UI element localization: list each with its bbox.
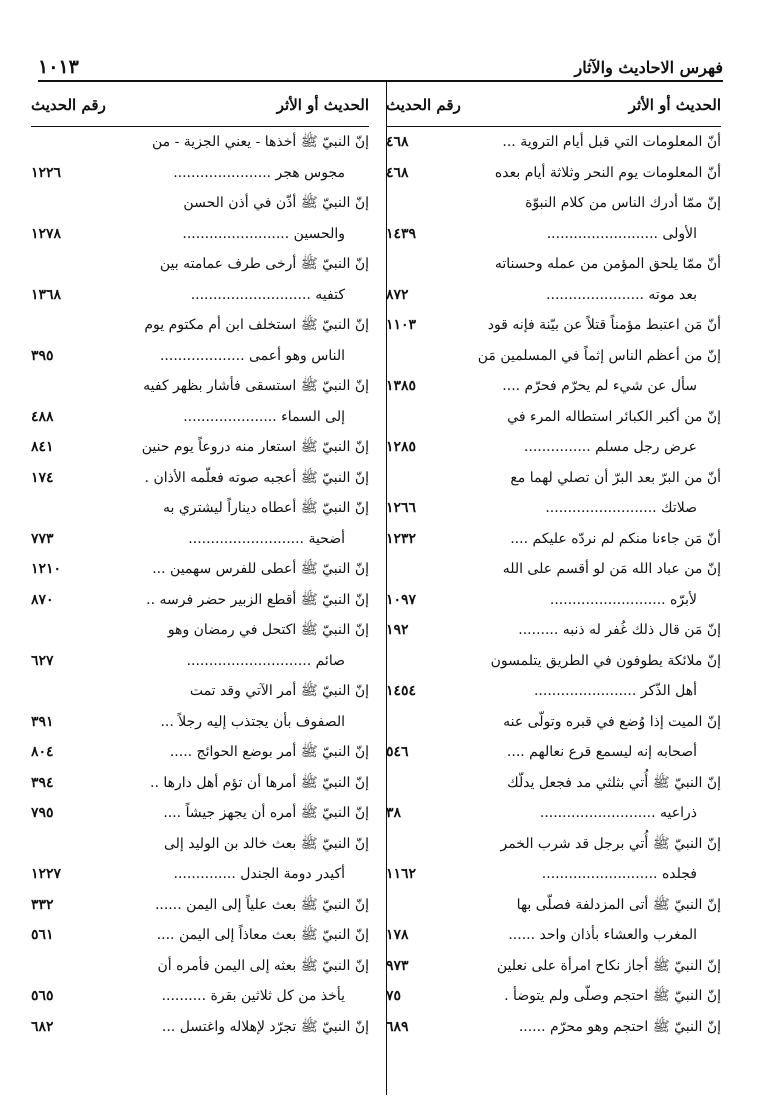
- index-line: [31, 646, 369, 677]
- left-column: [31, 80, 375, 1042]
- hadith-number: ٤٦٨: [386, 134, 409, 150]
- hadith-number: ٩٧٣: [386, 957, 409, 974]
- entry-text: إنّ النبيّ ﷺ أعطى للفرس سهمين ...: [152, 561, 369, 577]
- entry-text: إنّ النبيّ ﷺ أقطع الزبير حضر فرسه ..: [146, 591, 369, 608]
- index-line: [31, 127, 369, 158]
- hadith-number: ١٢٧٨: [31, 225, 62, 242]
- index-line: [386, 524, 721, 555]
- index-line: [386, 280, 721, 311]
- entry-text: إنّ النبيّ ﷺ أمرها أن تؤم أهل دارها ..: [150, 774, 369, 791]
- hadith-number: ٤٦٨: [386, 164, 409, 181]
- index-line: [31, 371, 369, 402]
- entry-text: إنّ النبيّ ﷺ استعار منه دروعاً يوم حنين: [141, 439, 369, 455]
- entry-text: كتفيه ...........................: [190, 286, 345, 303]
- index-line: [386, 127, 721, 158]
- hadith-number: ١٠٩٧: [386, 591, 417, 608]
- index-line: [31, 859, 369, 890]
- entry-text: إنّ النبيّ ﷺ احتجم وصلّى ولم يتوضأ .: [504, 988, 721, 1004]
- index-line: [386, 249, 721, 280]
- index-line: [386, 341, 721, 372]
- index-line: [31, 951, 369, 982]
- entry-text: ذراعيه ..........................: [539, 805, 697, 821]
- entry-text: أنّ مَن اعتبط مؤمناً قتلاً عن بيّنة فإنه قود: [487, 317, 721, 333]
- entry-text: والحسين ........................: [182, 225, 345, 242]
- entry-text: أنّ المعلومات يوم النحر وثلاثة أيام بعده: [494, 164, 721, 181]
- entry-text: إنّ من أكبر الكبائر استطاله المرء في: [507, 408, 721, 425]
- entry-text: إنّ النبيّ ﷺ أخذها - يعني الجزية - من: [152, 134, 369, 150]
- hadith-number: ٧٥: [386, 988, 402, 1004]
- index-line: [31, 676, 369, 707]
- hadith-number: ١٢٦٦: [386, 500, 417, 516]
- entry-text: أنّ ممّا يلحق المؤمن من عمله وحسناته: [494, 256, 721, 272]
- index-line: [386, 432, 721, 463]
- entry-text: صلاتك .........................: [545, 500, 697, 516]
- entry-text: إنّ النبيّ ﷺ أذّن في أذن الحسن: [183, 195, 369, 211]
- hadith-number: ١٢٢٧: [31, 866, 62, 882]
- entry-text: سأل عن شيء لم يحرّم فحرّم ....: [502, 378, 697, 394]
- index-line: [31, 188, 369, 219]
- entry-text: إنّ من أعظم الناس إثماً في المسلمين مَن: [477, 347, 721, 364]
- index-line: [386, 737, 721, 768]
- hadith-number: ٣٩١: [31, 713, 54, 730]
- index-line: [386, 188, 721, 219]
- entry-text: عرض رجل مسلم ...............: [523, 439, 697, 455]
- hadith-number: ٦٢٧: [31, 652, 54, 669]
- index-line: [31, 920, 369, 951]
- index-line: [31, 249, 369, 280]
- right-entry-list: [386, 127, 721, 1042]
- entry-text: إنّ النبيّ ﷺ بعث خالد بن الوليد إلى: [163, 835, 369, 852]
- index-line: [31, 219, 369, 250]
- entry-text: إنّ النبيّ ﷺ أعجبه صوته فعلّمه الأذان .: [144, 469, 369, 486]
- index-line: [386, 615, 721, 646]
- entry-text: أكيدر دومة الجندل ..............: [173, 866, 345, 882]
- entry-text: أضحية ..........................: [188, 530, 345, 547]
- entry-text: المغرب والعشاء بأذان واحد ......: [508, 927, 697, 943]
- hadith-number: ٣٨: [386, 805, 402, 821]
- index-line: [31, 1012, 369, 1043]
- entry-text: إنّ ممّا أدرك الناس من كلام النبوّة: [525, 195, 721, 211]
- running-title: فهرس الاحاديث والآثار: [574, 58, 723, 77]
- index-line: [386, 493, 721, 524]
- hadith-number: ١٩٢: [386, 622, 409, 638]
- entry-text: إنّ النبيّ ﷺ أُتي برجل قد شرب الخمر: [500, 835, 721, 852]
- entry-text: أنّ من البرّ بعد البرّ أن تصلي لهما مع: [510, 469, 721, 486]
- index-line: [31, 981, 369, 1012]
- index-line: [31, 463, 369, 494]
- hadith-number: ٥٦٥: [31, 988, 54, 1004]
- hadith-number: ٨٠٤: [31, 744, 54, 760]
- index-line: [386, 981, 721, 1012]
- index-line: [31, 402, 369, 433]
- hadith-number: ١٢٣٢: [386, 530, 417, 547]
- entry-text: أنّ المعلومات التي قبل أيام التروية ...: [502, 134, 721, 150]
- index-line: [31, 829, 369, 860]
- entry-text: إنّ النبيّ ﷺ أرخى طرف عمامته بين: [159, 256, 369, 272]
- hadith-number: ٥٦١: [31, 927, 54, 943]
- hadith-number: ١٣٦٨: [31, 286, 62, 303]
- index-line: [386, 158, 721, 189]
- heading-number: رقم الحديث: [386, 96, 461, 114]
- hadith-number: ٨٧٢: [386, 286, 409, 303]
- index-line: [31, 768, 369, 799]
- entry-text: إنّ مَن قال ذلك غُفر له ذنبه .........: [518, 622, 721, 638]
- entry-text: الأولى .........................: [546, 225, 697, 242]
- entry-text: إنّ النبيّ ﷺ بعث معاذاً إلى اليمن ....: [156, 927, 369, 943]
- hadith-number: ١٢٨٥: [386, 439, 417, 455]
- index-line: [386, 371, 721, 402]
- right-column-heading: [386, 80, 721, 127]
- index-line: [386, 920, 721, 951]
- heading-number: رقم الحديث: [31, 96, 106, 114]
- index-line: [386, 829, 721, 860]
- hadith-number: ٧٧٣: [31, 530, 54, 547]
- index-line: [386, 768, 721, 799]
- index-line: [31, 493, 369, 524]
- hadith-number: ١١٦٢: [386, 866, 417, 882]
- index-line: [386, 676, 721, 707]
- entry-text: إنّ النبيّ ﷺ أُتي بثلثي مد فجعل يدلّك: [507, 774, 721, 791]
- index-line: [386, 951, 721, 982]
- index-line: [31, 341, 369, 372]
- index-line: [386, 646, 721, 677]
- entry-text: إنّ النبيّ ﷺ أمر بوضع الحوائج .....: [169, 744, 369, 760]
- left-entry-list: [31, 127, 369, 1042]
- index-line: [386, 402, 721, 433]
- index-line: [386, 890, 721, 921]
- entry-text: إنّ النبيّ ﷺ بعثه إلى اليمن فأمره أن: [157, 957, 369, 974]
- entry-text: إنّ ملائكة يطوفون في الطريق يتلمسون: [490, 652, 721, 669]
- index-line: [31, 615, 369, 646]
- index-line: [386, 707, 721, 738]
- entry-text: فجلده ..........................: [541, 866, 697, 882]
- index-line: [31, 280, 369, 311]
- index-line: [386, 585, 721, 616]
- hadith-number: ٤٨٨: [31, 408, 54, 425]
- heading-hadith: الحديث أو الأثر: [628, 96, 721, 114]
- index-line: [31, 158, 369, 189]
- entry-text: بعد موته ......................: [546, 286, 697, 303]
- hadith-number: ٣٣٢: [31, 896, 54, 913]
- index-line: [31, 585, 369, 616]
- hadith-number: ١٧٨: [386, 927, 409, 943]
- index-line: [31, 554, 369, 585]
- hadith-number: ٣٩٥: [31, 347, 54, 364]
- hadith-number: ٥٤٦: [386, 744, 409, 760]
- entry-text: صائم ............................: [186, 652, 345, 669]
- entry-text: الناس وهو أعمى ...................: [159, 347, 345, 364]
- hadith-number: ١٢٢٦: [31, 164, 62, 181]
- hadith-number: ٨٤١: [31, 439, 54, 455]
- entry-text: إنّ النبيّ ﷺ بعث علياً إلى اليمن ......: [154, 896, 369, 913]
- hadith-number: ١١٠٣: [386, 317, 417, 333]
- left-column-heading: [31, 80, 369, 127]
- index-line: [31, 524, 369, 555]
- entry-text: إنّ النبيّ ﷺ أمره أن يجهز جيشاً ....: [163, 805, 369, 821]
- index-line: [31, 432, 369, 463]
- entry-text: يأخذ من كل ثلاثين بقرة ..........: [161, 988, 345, 1004]
- entry-text: لأبرّه ..........................: [549, 591, 697, 608]
- index-line: [31, 737, 369, 768]
- index-line: [386, 219, 721, 250]
- page-number: ١٠١٣: [38, 56, 79, 78]
- entry-text: إنّ النبيّ ﷺ تجرّد لإهلاله واغتسل ...: [161, 1018, 369, 1035]
- hadith-number: ١٤٥٤: [386, 683, 417, 699]
- entry-text: أصحابه إنه ليسمع قرع نعالهم ....: [506, 744, 697, 760]
- entry-text: أنّ مَن جاءنا منكم لم نردّه عليكم ....: [510, 530, 721, 547]
- hadith-number: ١٧٤: [31, 469, 54, 486]
- entry-text: إنّ النبيّ ﷺ احتجم وهو محرّم ......: [518, 1018, 721, 1035]
- index-line: [31, 798, 369, 829]
- entry-text: الصفوف بأن يجتذب إليه رجلاً ...: [160, 713, 345, 730]
- hadith-number: ٦٨٩: [386, 1018, 409, 1035]
- entry-text: إنّ النبيّ ﷺ استسقى فأشار بظهر كفيه: [143, 378, 369, 394]
- entry-text: إنّ النبيّ ﷺ اكتحل في رمضان وهو: [167, 622, 369, 638]
- index-line: [386, 859, 721, 890]
- hadith-number: ٣٩٤: [31, 774, 54, 791]
- entry-text: إنّ الميت إذا وُضع في قبره وتولّى عنه: [503, 713, 721, 730]
- index-line: [386, 798, 721, 829]
- hadith-number: ٨٧٠: [31, 591, 54, 608]
- index-line: [386, 1012, 721, 1043]
- hadith-number: ١٤٣٩: [386, 225, 417, 242]
- entry-text: إنّ النبيّ ﷺ أعطاه ديناراً ليشتري به: [163, 500, 369, 516]
- index-line: [386, 554, 721, 585]
- right-column: [386, 80, 721, 1042]
- entry-text: إنّ النبيّ ﷺ استخلف ابن أم مكتوم يوم: [144, 317, 369, 333]
- heading-hadith: الحديث أو الأثر: [276, 96, 369, 114]
- entry-text: إنّ النبيّ ﷺ أجاز نكاح امرأة على نعلين: [496, 957, 721, 974]
- hadith-number: ١٣٨٥: [386, 378, 417, 394]
- hadith-number: ٦٨٢: [31, 1018, 54, 1035]
- index-line: [31, 707, 369, 738]
- index-line: [31, 890, 369, 921]
- index-line: [31, 310, 369, 341]
- entry-text: إنّ النبيّ ﷺ أتى المزدلفة فصلّى بها: [516, 896, 721, 913]
- entry-text: إنّ من عباد الله مَن لو أقسم على الله: [502, 561, 721, 577]
- index-line: [386, 310, 721, 341]
- entry-text: إنّ النبيّ ﷺ أمر الآتي وقد تمت: [189, 683, 369, 699]
- hadith-number: ٧٩٥: [31, 805, 54, 821]
- hadith-number: ١٢١٠: [31, 561, 62, 577]
- index-line: [386, 463, 721, 494]
- entry-text: مجوس هجر ......................: [173, 164, 345, 181]
- entry-text: أهل الذّكر .......................: [533, 683, 697, 699]
- entry-text: إلى السماء .....................: [183, 408, 345, 425]
